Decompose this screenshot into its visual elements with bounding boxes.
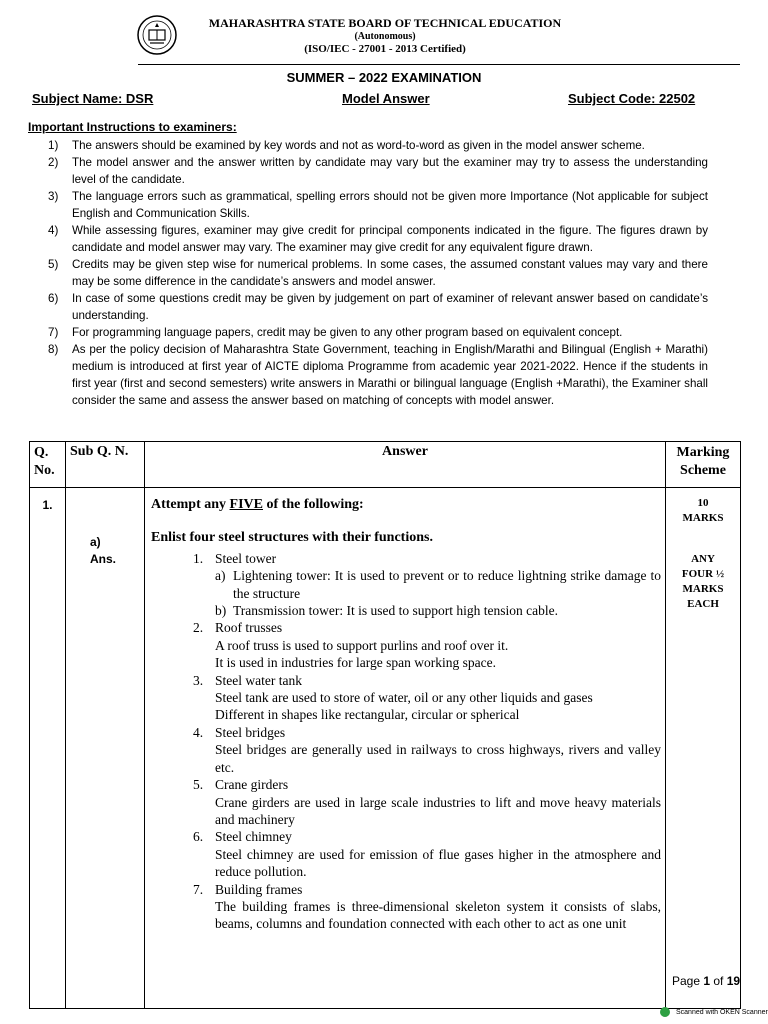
instructions-list: [28, 137, 708, 409]
answer-item-number: 1.: [193, 550, 204, 566]
marking-scheme-cell: [666, 488, 741, 1009]
model-answer-label: Model Answer: [342, 91, 430, 106]
answer-item-description: Steel tank are used to store of water, oil or any other liquids and gases Different in shapes like rectangular, circular or spherical: [215, 690, 593, 723]
subject-name: Subject Name: DSR: [32, 91, 154, 106]
marks-total: 10 MARKS: [682, 497, 724, 524]
answer-item-description: Steel bridges are generally used in railways to cross highways, rivers and valley etc.: [215, 742, 661, 775]
msbte-logo-icon: [136, 14, 178, 56]
header-divider: [138, 64, 740, 65]
table-row: [30, 488, 741, 1009]
answer-item-title: Steel tower: [215, 550, 277, 566]
answer-sub-item: [215, 567, 661, 602]
sub-question-label: a): [90, 535, 101, 549]
instruction-item: 5) Credits may be given step wise for numerical problems. In some cases, the assumed constant values may vary and there may be some difference in the candidate’s answers and model answer.: [48, 258, 708, 288]
answer-item: [151, 619, 661, 671]
answer-item: [151, 828, 661, 880]
answer-item-title: Building frames: [215, 881, 303, 897]
header-sub-q: Sub Q. N.: [66, 442, 145, 488]
answer-item-title: Roof trusses: [215, 620, 283, 636]
instruction-item: 8) As per the policy decision of Maharashtra State Government, teaching in English/Marathi and Bilingual (English + Marathi) medium is introduced at first year of AICTE diploma Programme from academic year 2021-2022. Hence if the students in first year (first and second semesters) write answers in Marathi or bilingual language (English +Marathi), the Examiner shall consider the same and assess the answer based on matching of concepts with model answer.: [48, 343, 708, 407]
answer-item-title: Crane girders: [215, 777, 289, 793]
instruction-item: 2) The model answer and the answer written by candidate may vary but the examiner may try to assess the understanding level of the candidate.: [48, 156, 708, 186]
answer-item-title: Steel bridges: [215, 724, 286, 740]
instruction-item: 1) The answers should be examined by key words and not as word-to-word as given in the model answer scheme.: [48, 139, 645, 152]
scanner-watermark: Scanned with OKEN Scanner: [660, 1007, 768, 1017]
answer-cell: [145, 488, 666, 1009]
answer-sub-item-text: Lightening tower: It is used to prevent or to reduce lightning strike damage to the structure: [233, 568, 661, 601]
answer-table: [29, 441, 741, 1009]
answer-sub-item-text: Transmission tower: It is used to support high tension cable.: [233, 603, 558, 619]
sub-question-cell: [66, 488, 145, 1009]
answer-item: [151, 672, 661, 724]
answer-item: [151, 881, 661, 933]
answer-item-title: Steel water tank: [215, 672, 302, 688]
oken-scanner-icon: [660, 1007, 670, 1017]
answer-item-number: 3.: [193, 672, 204, 688]
board-name: MAHARASHTRA STATE BOARD OF TECHNICAL EDUCATION: [208, 16, 562, 30]
answer-item: [151, 550, 661, 620]
subject-code: Subject Code: 22502: [568, 91, 696, 106]
answer-item-description: A roof truss is used to support purlins and roof over it. It is used in industries for large span working space.: [215, 637, 509, 671]
answer-item-number: 6.: [193, 829, 204, 845]
answer-item-description: Crane girders are used in large scale industries to lift and move heavy materials and machinery: [215, 794, 661, 827]
page-number: Page 1 of 19: [672, 974, 741, 988]
header-q-no: Q. No.: [30, 442, 66, 488]
ans-label: Ans.: [90, 552, 117, 566]
answer-item: [151, 724, 661, 776]
instruction-item: 3) The language errors such as grammatical, spelling errors should not be given more Importance (Not applicable for subject English and Communication Skills.: [48, 190, 708, 220]
answer-item-number: 5.: [193, 777, 204, 793]
answer-sub-item: [215, 602, 661, 619]
answer-items-list: [151, 550, 661, 933]
instructions-heading: Important Instructions to examiners:: [28, 120, 237, 134]
answer-sub-item-label: b): [215, 603, 227, 619]
exam-title: SUMMER – 2022 EXAMINATION: [286, 70, 482, 85]
answer-item-description: Steel chimney are used for emission of flue gases higher in the atmosphere and reduce pollution.: [215, 846, 661, 880]
question-text: Enlist four steel structures with their functions.: [151, 530, 433, 546]
answer-item-description: The building frames is three-dimensional skeleton system it consists of slabs, beams, columns and foundation connected with each other to act as one unit: [215, 898, 661, 932]
header-answer: Answer: [145, 442, 666, 488]
instruction-item: 6) In case of some questions credit may be given by judgement on part of examiner of relevant answer based on candidate’s understanding.: [48, 292, 708, 322]
autonomous-label: (Autonomous): [354, 31, 416, 42]
answer-sub-item-label: a): [215, 568, 226, 584]
attempt-instruction: Attempt any FIVE of the following:: [151, 497, 364, 512]
instruction-item: 7) For programming language papers, credit may be given to any other program based on equivalent concept.: [48, 326, 623, 339]
certification-label: (ISO/IEC - 27001 - 2013 Certified): [304, 43, 466, 55]
marks-each: ANY FOUR ½ MARKS EACH: [681, 553, 725, 610]
answer-item-number: 2.: [193, 620, 204, 636]
answer-item-number: 4.: [193, 724, 204, 740]
answer-item-number: 7.: [193, 881, 204, 897]
table-header-row: [30, 442, 741, 488]
header-marking-scheme: Marking Scheme: [666, 442, 741, 488]
answer-item-title: Steel chimney: [215, 829, 292, 845]
question-number: 1.: [30, 488, 66, 1009]
answer-item: [151, 776, 661, 828]
instruction-item: 4) While assessing figures, examiner may give credit for principal components indicated in the figure. The figures drawn by candidate and model answer may vary. The examiner may give credit for any equivalent figure drawn.: [48, 224, 708, 254]
